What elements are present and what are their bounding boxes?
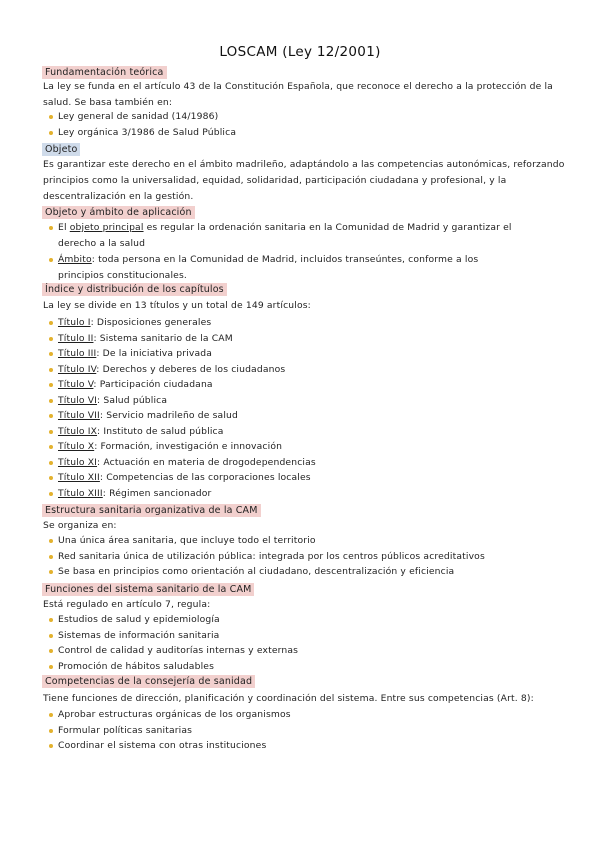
term-ambito: Ámbito <box>58 254 92 265</box>
fundamentacion-text: La ley se funda en el artículo 43 de la Constitución Española, que reconoce el derecho a la protección de la salud. Se basa también en: <box>43 81 553 108</box>
term-objeto-principal: objeto principal <box>69 222 144 233</box>
heading-ambito: Objeto y ámbito de aplicación <box>42 206 195 219</box>
heading-indice: Índice y distribución de los capítulos <box>42 283 227 296</box>
list-item: Título XIII: Régimen sancionador <box>48 486 548 502</box>
heading-estructura: Estructura sanitaria organizativa de la CAM <box>42 504 261 517</box>
list-item: El objeto principal es regular la ordenación sanitaria en la Comunidad de Madrid y garantizar el derecho a la salud <box>48 220 518 252</box>
list-item: Título XI: Actuación en materia de drogodependencias <box>48 455 548 471</box>
list-item: Título V: Participación ciudadana <box>48 377 548 393</box>
list-item: Título VI: Salud pública <box>48 393 548 409</box>
list-item: Título IX: Instituto de salud pública <box>48 424 548 440</box>
list-item: Sistemas de información sanitaria <box>48 628 548 644</box>
list-item: Aprobar estructuras orgánicas de los organismos <box>48 707 548 723</box>
heading-funciones: Funciones del sistema sanitario de la CAM <box>42 583 254 596</box>
estructura-list <box>48 533 548 580</box>
list-item: Una única área sanitaria, que incluye todo el territorio <box>48 533 548 549</box>
list-item: Coordinar el sistema con otras instituciones <box>48 738 548 754</box>
list-item: Ámbito: toda persona en la Comunidad de Madrid, incluidos transeúntes, conforme a los principios constitucionales. <box>48 252 518 284</box>
list-item: Título XII: Competencias de las corporaciones locales <box>48 470 548 486</box>
list-item: Se basa en principios como orientación al ciudadano, descentralización y eficiencia <box>48 564 548 580</box>
list-item: Promoción de hábitos saludables <box>48 659 548 675</box>
funciones-text: Está regulado en artículo 7, regula: <box>43 599 211 610</box>
page-title: LOSCAM (Ley 12/2001) <box>219 44 381 60</box>
heading-objeto: Objeto <box>42 143 80 156</box>
list-item: Formular políticas sanitarias <box>48 723 548 739</box>
list-item: Título I: Disposiciones generales <box>48 315 548 331</box>
ambito-list <box>48 220 518 284</box>
heading-fundamentacion: Fundamentación teórica <box>42 66 167 79</box>
list-item: Control de calidad y auditorías internas y externas <box>48 643 548 659</box>
list-item: Red sanitaria única de utilización pública: integrada por los centros públicos acreditativos <box>48 549 548 565</box>
consejeria-text: Tiene funciones de dirección, planificación y coordinación del sistema. Entre sus competencias (Art. 8): <box>43 693 534 704</box>
list-item: Ley general de sanidad (14/1986) <box>48 109 548 125</box>
list-item: Título II: Sistema sanitario de la CAM <box>48 331 548 347</box>
list-item: Estudios de salud y epidemiología <box>48 612 548 628</box>
heading-consejeria: Competencias de la consejería de sanidad <box>42 675 255 688</box>
list-item: Título IV: Derechos y deberes de los ciudadanos <box>48 362 548 378</box>
funciones-list <box>48 612 548 674</box>
titulos-list <box>48 315 548 501</box>
objeto-text: Es garantizar este derecho en el ámbito madrileño, adaptándolo a las competencias autonómicas, reforzando principios como la universalidad, equidad, solidaridad, participación ciudadana y profesional, y la descentralización en la gestión. <box>43 159 565 202</box>
list-item: Título VII: Servicio madrileño de salud <box>48 408 548 424</box>
list-item: Ley orgánica 3/1986 de Salud Pública <box>48 125 548 141</box>
fundamentacion-list <box>48 109 548 140</box>
indice-text: La ley se divide en 13 títulos y un total de 149 artículos: <box>43 300 311 311</box>
consejeria-list <box>48 707 548 754</box>
list-item: Título III: De la iniciativa privada <box>48 346 548 362</box>
estructura-text: Se organiza en: <box>43 520 117 531</box>
list-item: Título X: Formación, investigación e innovación <box>48 439 548 455</box>
